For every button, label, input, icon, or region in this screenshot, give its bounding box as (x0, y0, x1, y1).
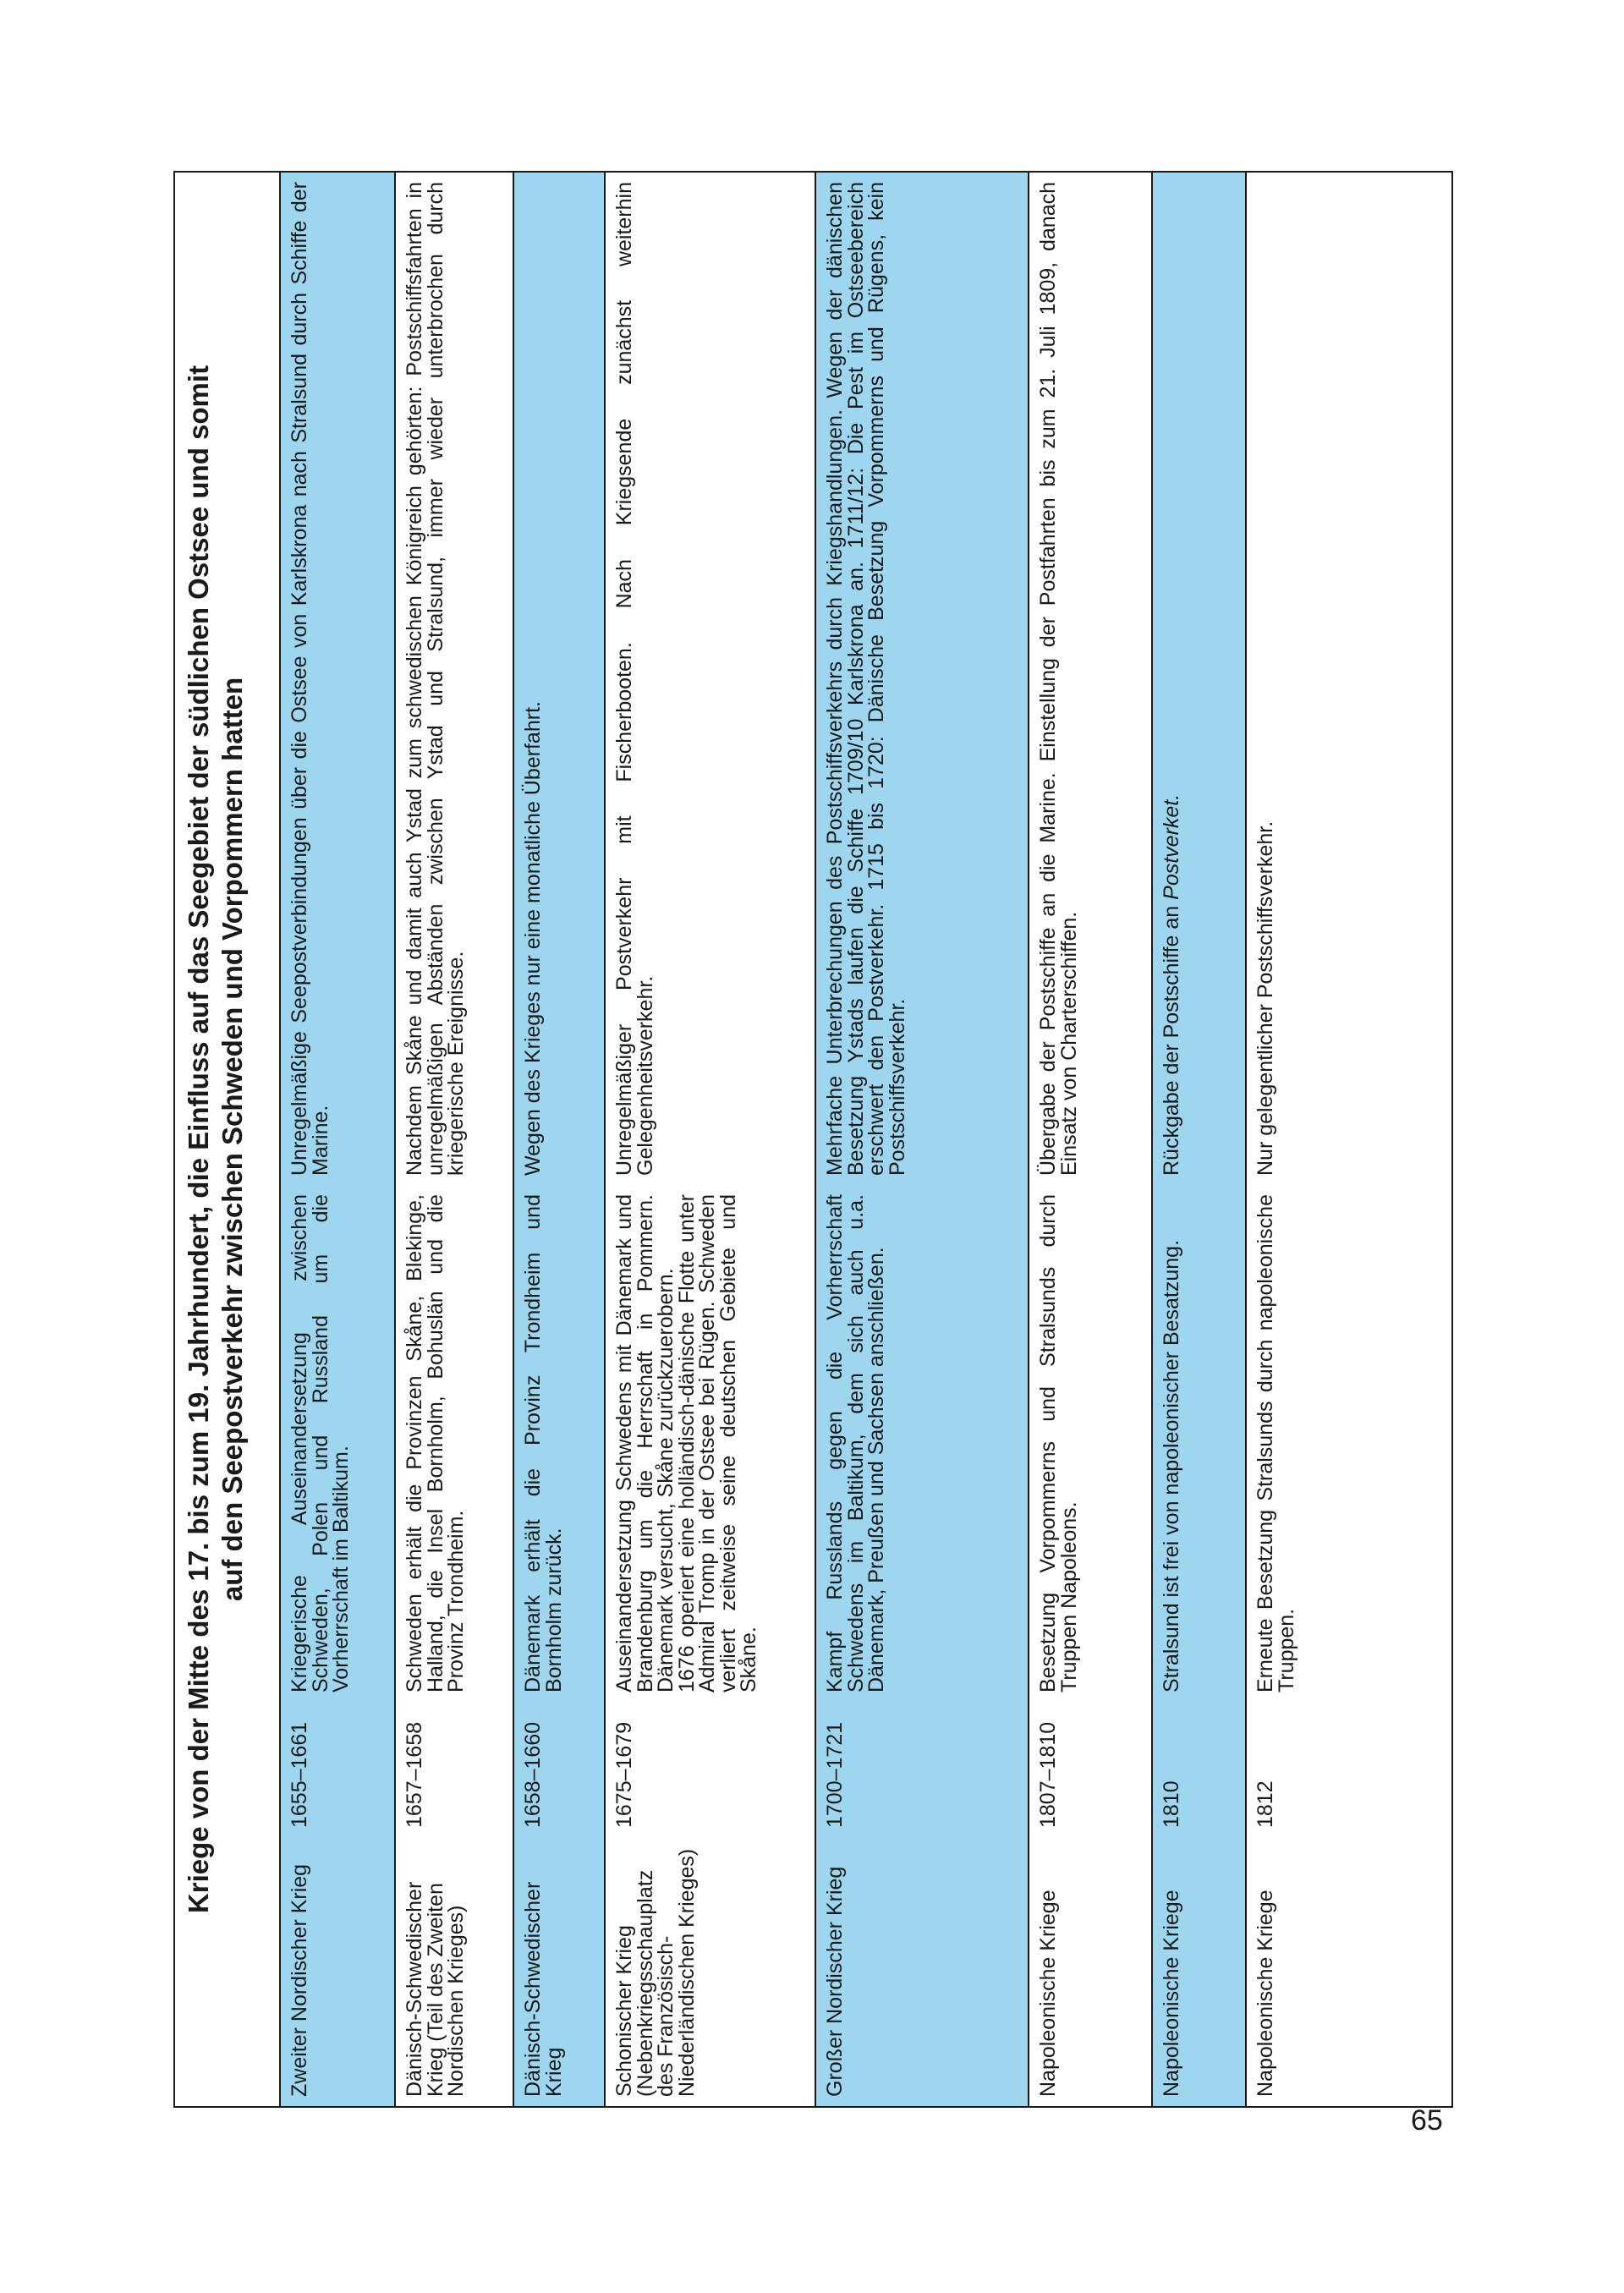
table-row (604, 173, 815, 2106)
war-name: Zweiter Nordischer Krieg (288, 1863, 311, 2097)
war-name: Napoleonische Kriege (1254, 1890, 1277, 2097)
wars-table (173, 171, 1453, 2108)
table-title-line-1: Kriege von der Mitte des 17. bis zum 19. Jahrhundert, die Einfluss auf das Seegebiet der südlichen Ostsee und somit (183, 365, 214, 1914)
postal-effect-text: Rückgabe der Postschiffe an (1160, 905, 1183, 1176)
war-years: 1658–1660 (521, 1721, 545, 1828)
war-event: Stralsund ist frei von napoleonischer Besatzung. (1160, 1239, 1183, 1692)
war-event: Besetzung Vorpommerns und Stralsunds durch Truppen Napoleons. (1036, 1194, 1081, 1692)
war-name: Schonischer Krieg (Nebenkriegsschauplatz des Französisch-Niederländischen Krieges) (612, 1848, 699, 2097)
war-event: Kriegerische Auseinandersetzung zwischen Schweden, Polen und Russland um die Vorherrschaft im Baltikum. (288, 1194, 353, 1692)
war-name: Napoleonische Kriege (1160, 1890, 1183, 2097)
war-name: Großer Nordischer Krieg (823, 1866, 847, 2097)
table-title (175, 173, 281, 2106)
table-row (1151, 173, 1245, 2106)
war-years: 1675–1679 (612, 1721, 636, 1828)
war-years: 1807–1810 (1036, 1721, 1060, 1828)
postal-effect: Übergabe der Postschiffe an die Marine. Einstellung der Postfahrten bis zum 21. Juli 1809, danach Einsatz von Charterschiffen. (1036, 182, 1081, 1176)
postal-effect: Nur gelegentlicher Postschiffsverkehr. (1254, 820, 1277, 1176)
war-event-paragraph: Auseinandersetzung Schwedens mit Dänemark und Brandenburg um die Herrschaft in Pommern. Dänemark versucht, Skåne zurückzuerobern. (612, 1194, 678, 1692)
postal-effect: Mehrfache Unterbrechungen des Postschiffsverkehrs durch Kriegshandlungen. Wegen der dänischen Besetzung Ystads laufen die Schiffe 1709/10 Karlskrona an. 1711/12: Die Pest im Ostseebereich erschwert den Postverkehr. 1715 bis 1720: Dänische Besetzung Vorpommerns und Rügens, kein Postschiffsverkehr. (823, 182, 909, 1176)
table-row (281, 173, 394, 2106)
postal-effect: Unregelmäßiger Postverkehr mit Fischerbooten. Nach Kriegsende zunächst weiterhin Gelegenheitsverkehr. (612, 182, 657, 1176)
war-name: Napoleonische Kriege (1036, 1890, 1060, 2097)
war-name: Dänisch-Schwedischer Krieg (Teil des Zweiten Nordischen Krieges) (403, 1881, 468, 2097)
war-years: 1812 (1254, 1780, 1277, 1828)
table-row (815, 173, 1028, 2106)
table-title-line-2: auf den Seepostverkehr zwischen Schweden und Vorpommern hatten (217, 677, 248, 1602)
war-years: 1657–1658 (403, 1721, 426, 1828)
war-event: Kampf Russlands gegen die Vorherrschaft Schwedens im Baltikum, dem sich auch u.a. Dänemark, Preußen und Sachsen anschließen. (823, 1194, 888, 1692)
postal-effect (1153, 173, 1245, 1185)
postal-effect-agency: Postverket. (1160, 793, 1183, 900)
table-row (1028, 173, 1151, 2106)
war-event: Dänemark erhält die Provinz Trondheim und Bornholm zurück. (521, 1194, 566, 1692)
table-row (1245, 173, 1451, 2106)
postal-effect: Unregelmäßige Seepostverbindungen über die Ostsee von Karlskrona nach Stralsund durch Schiffe der Marine. (288, 182, 332, 1176)
page-number: 65 (1411, 2104, 1443, 2137)
war-years: 1655–1661 (288, 1721, 311, 1828)
war-event: Schweden erhält die Provinzen Skåne, Blekinge, Halland, die Insel Bornholm, Bohuslän und die Provinz Trondheim. (403, 1194, 468, 1692)
table-row (394, 173, 513, 2106)
war-event (606, 1185, 815, 1702)
table-row (513, 173, 604, 2106)
postal-effect: Nachdem Skåne und damit auch Ystad zum schwedischen Königreich gehörten: Postschiffsfahrten in unregelmäßigen Abständen zwischen Ystad und Stralsund, immer wieder unterbrochen durch kriegerische Ereignisse. (403, 182, 468, 1176)
war-years: 1700–1721 (823, 1721, 847, 1828)
war-years: 1810 (1160, 1780, 1183, 1828)
table-body (281, 173, 1451, 2106)
postal-effect: Wegen des Krieges nur eine monatliche Überfahrt. (521, 701, 545, 1176)
war-event-paragraph: 1676 operiert eine holländisch-dänische Flotte unter Admiral Tromp in der Ostsee bei Rügen. Schweden verliert zeitweise seine deutschen Gebiete und Skåne. (674, 1194, 760, 1692)
war-name: Dänisch-Schwedischer Krieg (521, 1881, 566, 2097)
war-event: Erneute Besetzung Stralsunds durch napoleonische Truppen. (1254, 1194, 1298, 1692)
